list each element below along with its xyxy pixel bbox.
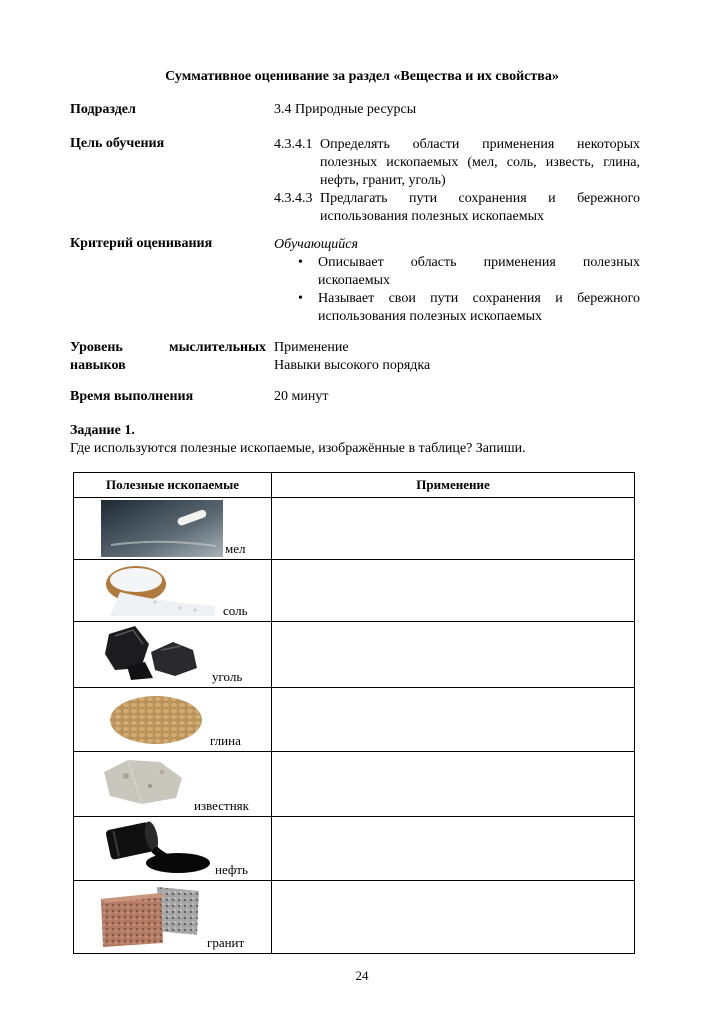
application-cell[interactable] (272, 622, 635, 688)
minerals-table (73, 472, 635, 954)
table-header-row (74, 473, 635, 498)
level-label-part: мыслительных (169, 340, 266, 355)
clay-image (106, 690, 206, 746)
application-cell[interactable] (272, 688, 635, 752)
task-question: Где используются полезные ископаемые, изображённые в таблице? Запиши. (70, 441, 526, 456)
mineral-name: уголь (212, 669, 243, 684)
salt-image (100, 562, 220, 618)
mineral-name: известняк (194, 798, 249, 813)
bullet-icon: • (298, 255, 303, 270)
page-title: Суммативное оценивание за раздел «Вещества и их свойства» (165, 69, 559, 84)
application-cell[interactable] (272, 498, 635, 560)
level-values (274, 339, 430, 375)
goal-text-first: Определять области применения некоторых (320, 137, 640, 152)
level-value: Навыки высокого порядка (274, 358, 431, 373)
subsection-value: 3.4 Природные ресурсы (274, 102, 417, 117)
table-row (74, 817, 635, 881)
criteria-item (274, 290, 640, 326)
mineral-cell (74, 881, 271, 953)
goal-text-rest: использования полезных ископаемых (320, 209, 544, 224)
mineral-cell (74, 622, 271, 687)
table-row (74, 881, 635, 954)
mineral-name: соль (223, 603, 248, 618)
table-row (74, 622, 635, 688)
goal-item-1 (274, 136, 640, 190)
application-cell[interactable] (272, 560, 635, 622)
goal-text-rest: полезных ископаемых (мел, соль, известь, глина, нефть, гранит, уголь) (320, 155, 640, 188)
level-label-part: навыков (70, 358, 126, 373)
mineral-cell (74, 688, 271, 751)
criteria-intro: Обучающийся (274, 237, 359, 252)
table-row (74, 688, 635, 752)
goal-item-2 (274, 190, 640, 226)
mineral-cell (74, 498, 271, 559)
criteria-block (274, 236, 640, 326)
oil-image (104, 819, 214, 877)
mineral-name: мел (225, 541, 246, 556)
mineral-cell (74, 817, 271, 880)
mineral-name: нефть (215, 862, 248, 877)
task-title: Задание 1. (70, 423, 135, 438)
bullet-icon: • (298, 291, 303, 306)
mineral-name: глина (210, 733, 241, 748)
goal-code: 4.3.4.3 (274, 191, 313, 206)
criteria-item-text: Описывает область применения полезных ископаемых (318, 255, 640, 288)
granite-image (99, 885, 209, 949)
subsection-label: Подраздел (70, 102, 136, 117)
mineral-cell (74, 752, 271, 816)
goal-text-first: Предлагать пути сохранения и бережного (320, 191, 640, 206)
mineral-name: гранит (207, 935, 245, 950)
goal-label: Цель обучения (70, 136, 165, 151)
time-value: 20 минут (274, 389, 329, 404)
level-label (70, 339, 266, 375)
table-row (74, 560, 635, 622)
application-cell[interactable] (272, 881, 635, 954)
goal-code: 4.3.4.1 (274, 137, 313, 152)
level-label-part: Уровень (70, 340, 123, 355)
page-number: 24 (355, 968, 369, 983)
time-label: Время выполнения (70, 389, 194, 404)
chalk-image (101, 500, 223, 557)
header-minerals: Полезные ископаемые (74, 473, 272, 498)
level-value: Применение (274, 340, 349, 355)
application-cell[interactable] (272, 817, 635, 881)
header-application: Применение (272, 473, 635, 498)
coal-image (101, 624, 213, 682)
mineral-cell (74, 560, 271, 621)
table-row (74, 498, 635, 560)
limestone-image (98, 756, 188, 806)
table-row (74, 752, 635, 817)
criteria-label: Критерий оценивания (70, 236, 213, 251)
criteria-item (274, 254, 640, 290)
application-cell[interactable] (272, 752, 635, 817)
criteria-item-text: Называет свои пути сохранения и бережного использования полезных ископаемых (318, 291, 640, 324)
